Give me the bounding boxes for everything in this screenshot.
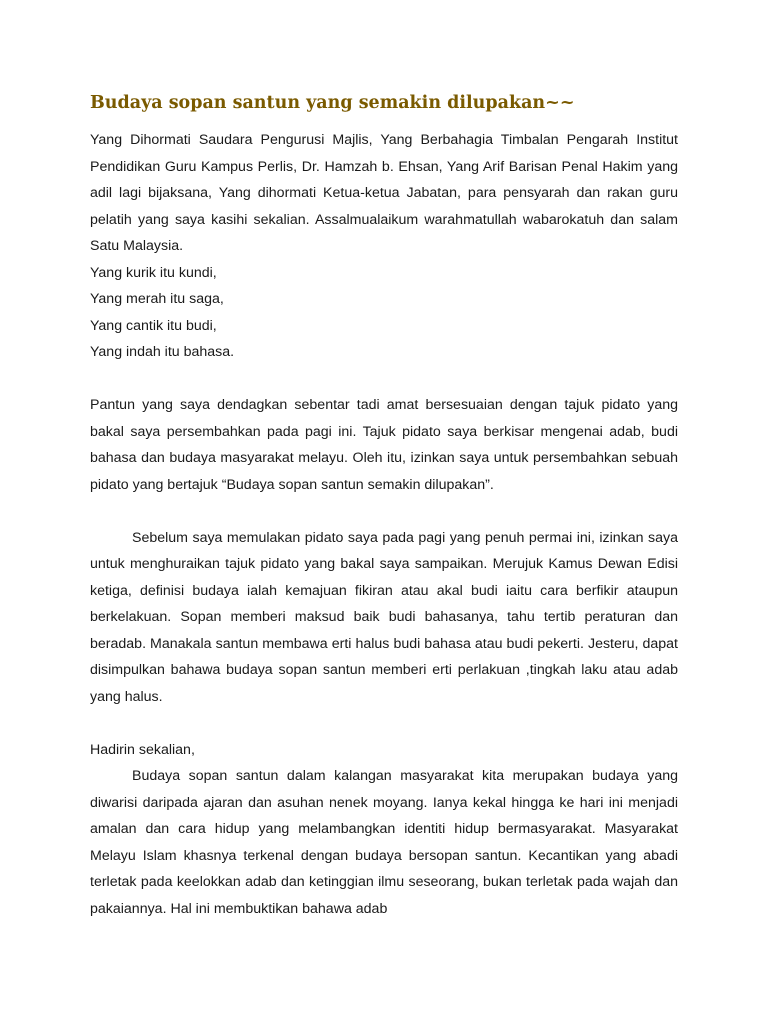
- salutation: Hadirin sekalian,: [90, 741, 195, 758]
- paragraph-gap: [90, 498, 678, 525]
- pantun-block: [90, 260, 678, 366]
- paragraph-gap: [90, 710, 678, 737]
- document-body: [90, 127, 678, 922]
- pantun-line: Yang indah itu bahasa.: [90, 344, 235, 360]
- greeting-paragraph: Yang Dihormati Saudara Pengurusi Majlis, Yang Berbahagia Timbalan Pengarah Institut Pendidikan Guru Kampus Perlis, Dr. Hamzah b. Ehsan, Yang Arif Barisan Penal Hakim yang adil lagi bijaksana, Yang dihormati Ketua-ketua Jabatan, para pensyarah dan rakan guru pelatih yang saya kasihi sekalian. Assalmualaikum warahmatullah wabarokatuh dan salam Satu Malaysia.: [90, 132, 678, 254]
- pantun-line: Yang merah itu saga,: [90, 291, 224, 307]
- paragraph-gap: [90, 366, 678, 393]
- paragraph-pantun-intro: Pantun yang saya dendagkan sebentar tadi amat bersesuaian dengan tajuk pidato yang bakal saya persembahkan pada pagi ini. Tajuk pidato saya berkisar mengenai adab, budi bahasa dan budaya masyarakat melayu. Oleh itu, izinkan saya untuk persembahkan sebuah pidato yang bertajuk “Budaya sopan santun semakin dilupakan”.: [90, 397, 678, 493]
- pantun-line: Yang cantik itu budi,: [90, 317, 217, 334]
- paragraph-culture: Budaya sopan santun dalam kalangan masyarakat kita merupakan budaya yang diwarisi daripada ajaran dan asuhan nenek moyang. Ianya kekal hingga ke hari ini menjadi amalan dan cara hidup yang melambangkan identiti hidup bermasyarakat. Masyarakat Melayu Islam khasnya terkenal dengan budaya bersopan santun. Kecantikan yang abadi terletak pada keelokkan adab dan ketinggian ilmu seseorang, bukan terletak pada wajah dan pakaiannya. Hal ini membuktikan bahawa adab: [90, 768, 678, 917]
- document-title: Budaya sopan santun yang semakin dilupakan~~: [90, 93, 575, 113]
- paragraph-definition: Sebelum saya memulakan pidato saya pada pagi yang penuh permai ini, izinkan saya untuk menghuraikan tajuk pidato yang bakal saya sampaikan. Merujuk Kamus Dewan Edisi ketiga, definisi budaya ialah kemajuan fikiran atau akal budi iaitu cara berfikir ataupun berkelakuan. Sopan memberi maksud baik budi bahasanya, tahu tertib peraturan dan beradab. Manakala santun membawa erti halus budi bahasa atau budi pekerti. Jesteru, dapat disimpulkan bahawa budaya sopan santun memberi erti perlakuan ,tingkah laku atau adab yang halus.: [90, 529, 678, 705]
- pantun-line: Yang kurik itu kundi,: [90, 264, 217, 281]
